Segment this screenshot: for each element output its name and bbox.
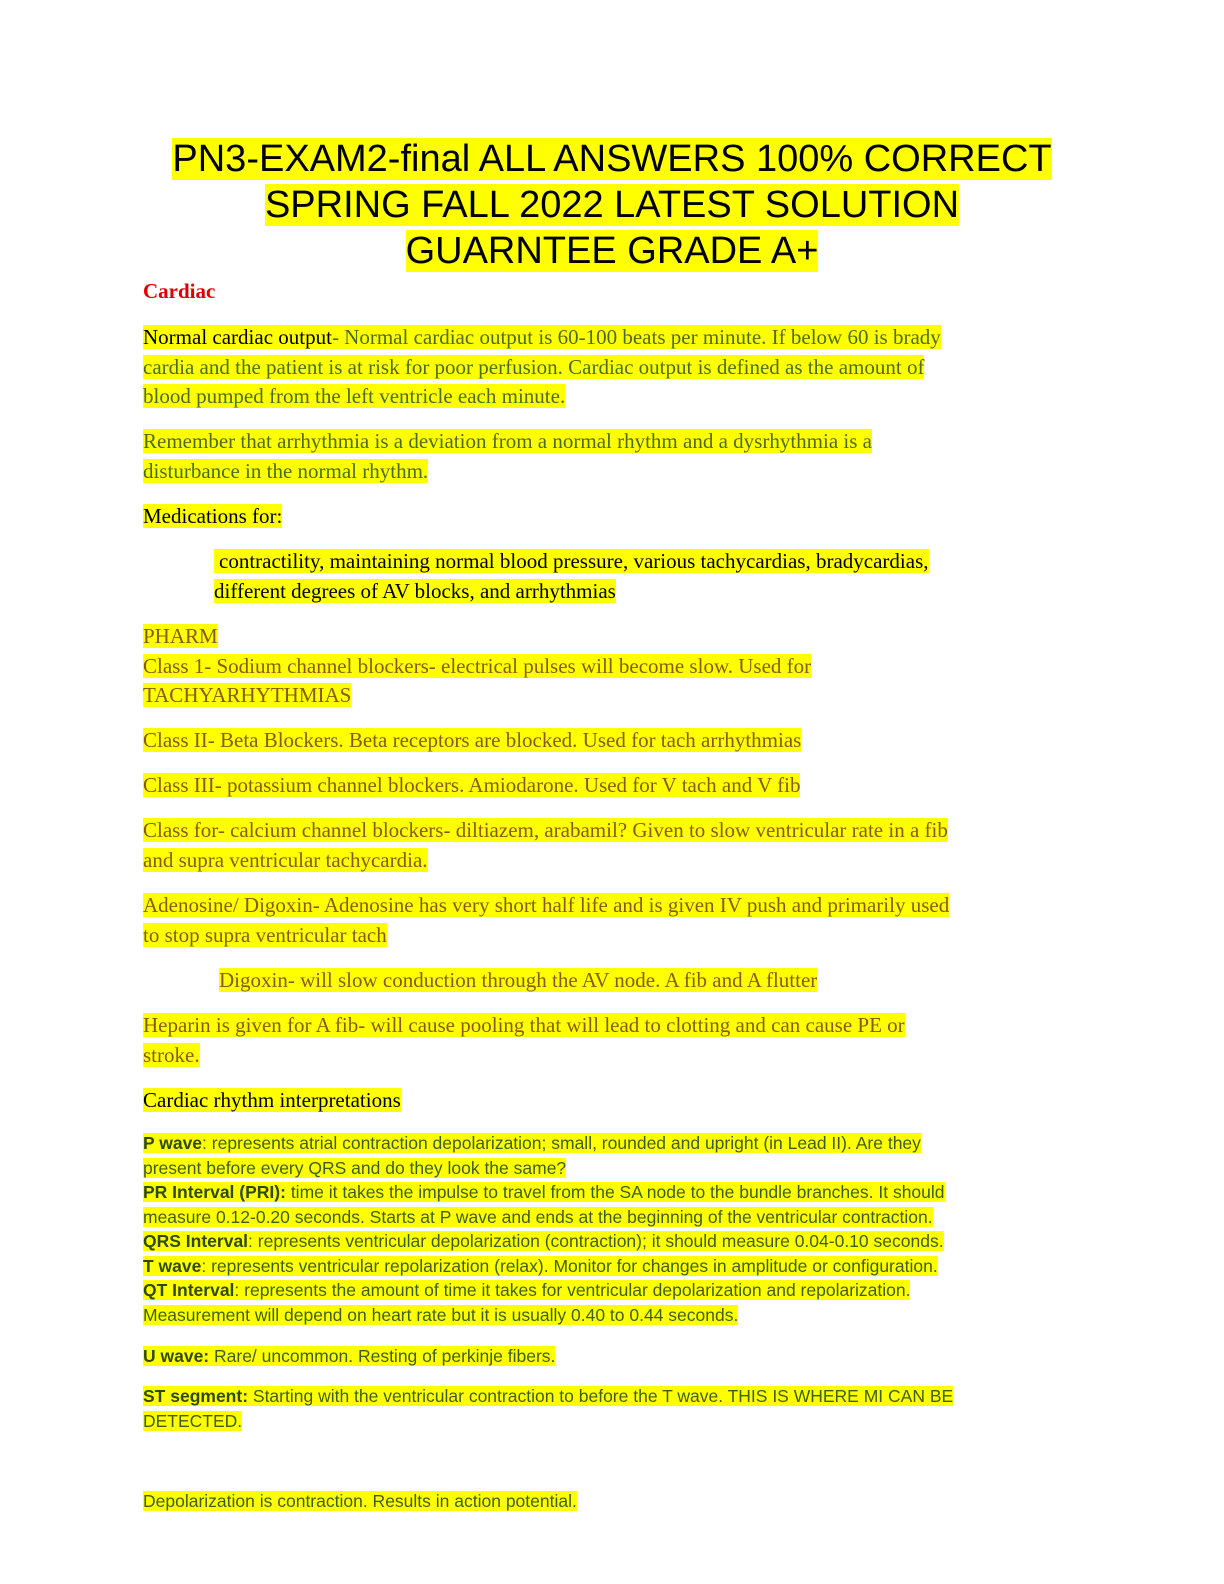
- pharm-class-1: PHARM Class 1- Sodium channel blockers- electrical pulses will become slow. Used for TACHYARHYTHMIAS: [143, 624, 812, 707]
- pharm-class-3: Class III- potassium channel blockers. Amiodarone. Used for V tach and V fib: [143, 773, 801, 797]
- p-wave-term: P wave: [143, 1133, 203, 1153]
- cardiac-output-term: Normal cardiac output: [143, 325, 332, 349]
- st-segment-term: ST segment:: [143, 1386, 249, 1406]
- cardiac-output-paragraph: Normal cardiac output- Normal cardiac output is 60-100 beats per minute. If below 60 is brady cardia and the patient is at risk for poor perfusion. Cardiac output is defined as the amount of blood pumped from the left ventricle each minute.: [143, 325, 941, 408]
- arrhythmia-paragraph: Remember that arrhythmia is a deviation from a normal rhythm and a dysrhythmia is a disturbance in the normal rhythm.: [143, 429, 872, 483]
- medications-list: contractility, maintaining normal blood pressure, various tachycardias, bradycardias, different degrees of AV blocks, and arrhythmias: [214, 549, 929, 603]
- heparin-paragraph: Heparin is given for A fib- will cause pooling that will lead to clotting and can cause PE or stroke.: [143, 1013, 905, 1067]
- qrs-interval-term: QRS Interval: [143, 1231, 249, 1251]
- pr-interval-term: PR Interval (PRI):: [143, 1182, 286, 1202]
- title-line-2: SPRING FALL 2022 LATEST SOLUTION: [264, 184, 960, 226]
- medications-heading: Medications for:: [143, 504, 283, 528]
- title-line-3: GUARNTEE GRADE A+: [405, 230, 819, 272]
- section-heading-cardiac: Cardiac: [143, 279, 216, 303]
- pharm-heading: PHARM: [143, 624, 218, 648]
- pharm-class-4: Class for- calcium channel blockers- diltiazem, arabamil? Given to slow ventricular rate in a fib and supra ventricular tachycardia.: [143, 818, 948, 872]
- u-wave-term: U wave:: [143, 1346, 210, 1366]
- rhythm-definitions: P wave: represents atrial contraction depolarization; small, rounded and upright (in Lead II). Are they present before every QRS and do they look the same? PR Interval (PRI): time it takes the impulse to travel from the SA node to the bundle branches. It should measure 0.12-0.20 seconds. Starts at P wave and ends at the beginning of the ventricular contraction. QRS Interval: represents ventricular depolarization (contraction); it should measure 0.04-0.10 seconds. T wave: represents ventricular repolarization (relax). Monitor for changes in amplitude or configuration. QT Interval: represents the amount of time it takes for ventricular depolarization and repolarization. Measurement will depend on heart rate but it is usually 0.40 to 0.44 seconds.: [143, 1133, 945, 1325]
- pharm-class-2: Class II- Beta Blockers. Beta receptors are blocked. Used for tach arrhythmias: [143, 728, 802, 752]
- rhythm-heading: Cardiac rhythm interpretations: [143, 1088, 401, 1112]
- depolarization-paragraph: Depolarization is contraction. Results in action potential.: [143, 1491, 577, 1511]
- t-wave-term: T wave: [143, 1255, 202, 1276]
- title-line-1: PN3-EXAM2-final ALL ANSWERS 100% CORRECT: [172, 138, 1052, 180]
- adenosine-digoxin-paragraph: Adenosine/ Digoxin- Adenosine has very short half life and is given IV push and primarily used to stop supra ventricular tach: [143, 893, 950, 947]
- qt-interval-term: QT Interval: [143, 1280, 235, 1300]
- st-segment-paragraph: ST segment: Starting with the ventricular contraction to before the T wave. THIS IS WHERE MI CAN BE DETECTED.: [143, 1386, 954, 1431]
- u-wave-paragraph: U wave: Rare/ uncommon. Resting of perkinje fibers.: [143, 1346, 556, 1366]
- digoxin-paragraph: Digoxin- will slow conduction through the AV node. A fib and A flutter: [219, 968, 818, 992]
- document-title: [120, 136, 1104, 274]
